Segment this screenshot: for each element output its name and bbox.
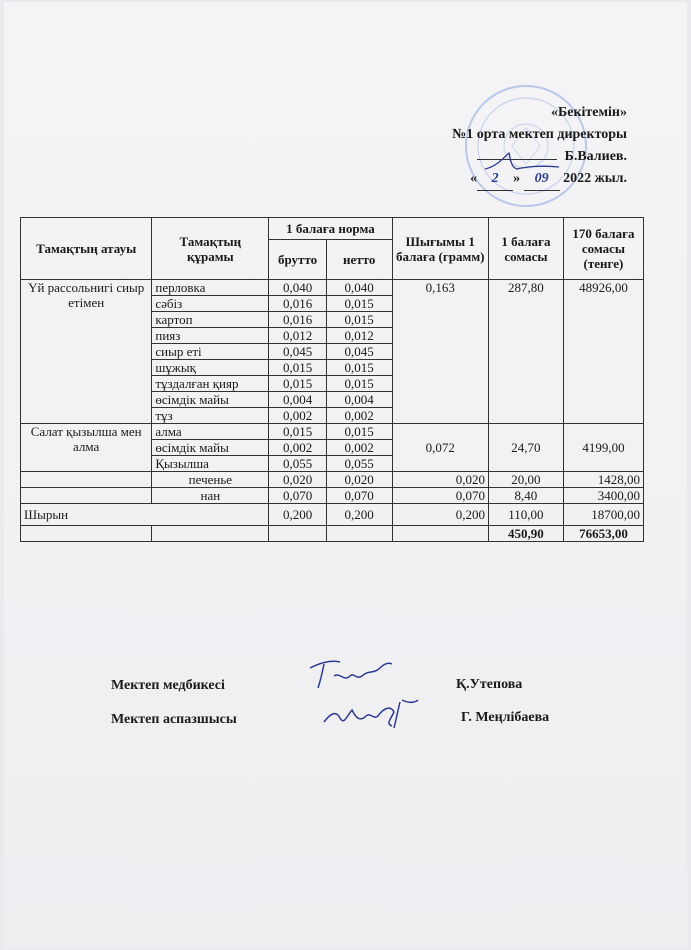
- ingredient-netto: 0,004: [326, 392, 392, 408]
- ingredient-brutto: 0,016: [269, 296, 326, 312]
- cookie-name: печенье: [152, 472, 269, 488]
- nurse-signature-icon: [304, 654, 394, 694]
- date-day: 2: [477, 168, 513, 191]
- header-brutto: брутто: [269, 240, 326, 280]
- ingredient-brutto: 0,045: [269, 344, 326, 360]
- cook-title: Мектеп аспазшысы: [111, 712, 237, 727]
- cookie-output: 0,020: [392, 472, 488, 488]
- empty-cell: [21, 472, 152, 488]
- ingredient-netto: 0,002: [326, 440, 392, 456]
- ingredient-name: өсімдік майы: [152, 440, 269, 456]
- dish2-output: 0,072: [392, 424, 488, 472]
- empty-cell: [152, 526, 269, 542]
- header-composition: Тамақтың құрамы: [152, 218, 269, 280]
- dish2-name: Салат қызылша мен алма: [21, 424, 152, 472]
- ingredient-netto: 0,040: [326, 280, 392, 296]
- bread-cost-one: 8,40: [488, 488, 563, 504]
- approval-block: [452, 102, 627, 191]
- empty-cell: [392, 526, 488, 542]
- juice-netto: 0,200: [326, 504, 392, 526]
- ingredient-name: перловка: [152, 280, 269, 296]
- ingredient-name: шұжық: [152, 360, 269, 376]
- dish1-name: Үй рассольнигі сиыр етімен: [21, 280, 152, 424]
- approval-position: №1 орта мектеп директоры: [452, 127, 627, 142]
- ingredient-netto: 0,015: [326, 360, 392, 376]
- ingredient-brutto: 0,015: [269, 360, 326, 376]
- date-month: 09: [524, 168, 560, 191]
- ingredient-brutto: 0,040: [269, 280, 326, 296]
- director-name: Б.Валиев.: [564, 149, 627, 164]
- total-cost-170: 76653,00: [563, 526, 643, 542]
- approval-director-line: [452, 146, 627, 168]
- cookie-netto: 0,020: [326, 472, 392, 488]
- menu-table: [20, 217, 644, 542]
- header-norm: 1 балаға норма: [269, 218, 392, 240]
- table-row: [21, 472, 644, 488]
- ingredient-name: тұздалған қияр: [152, 376, 269, 392]
- empty-cell: [326, 526, 392, 542]
- ingredient-brutto: 0,002: [269, 408, 326, 424]
- ingredient-name: Қызылша: [152, 456, 269, 472]
- header-netto: нетто: [326, 240, 392, 280]
- ingredient-name: алма: [152, 424, 269, 440]
- ingredient-brutto: 0,055: [269, 456, 326, 472]
- ingredient-netto: 0,002: [326, 408, 392, 424]
- ingredient-name: пияз: [152, 328, 269, 344]
- approval-title: «Бекітемін»: [550, 105, 627, 120]
- bread-netto: 0,070: [326, 488, 392, 504]
- dish1-cost-170: 48926,00: [563, 280, 643, 424]
- cook-signature-icon: [320, 696, 420, 732]
- bread-cost-170: 3400,00: [563, 488, 643, 504]
- ingredient-name: сиыр еті: [152, 344, 269, 360]
- empty-cell: [21, 488, 152, 504]
- table-row: [21, 504, 644, 526]
- nurse-name: Қ.Утепова: [456, 677, 523, 692]
- ingredient-netto: 0,015: [326, 296, 392, 312]
- bread-brutto: 0,070: [269, 488, 326, 504]
- date-year: 2022 жыл.: [563, 171, 627, 186]
- header-output: Шығымы 1 балаға (грамм): [392, 218, 488, 280]
- ingredient-netto: 0,015: [326, 424, 392, 440]
- header-dish-name: Тамақтың атауы: [21, 218, 152, 280]
- dish2-cost-one: 24,70: [488, 424, 563, 472]
- dish1-cost-one: 287,80: [488, 280, 563, 424]
- juice-output: 0,200: [392, 504, 488, 526]
- ingredient-netto: 0,012: [326, 328, 392, 344]
- ingredient-name: сәбіз: [152, 296, 269, 312]
- header-cost-one: 1 балаға сомасы: [488, 218, 563, 280]
- ingredient-brutto: 0,015: [269, 424, 326, 440]
- bread-name: нан: [152, 488, 269, 504]
- ingredient-brutto: 0,012: [269, 328, 326, 344]
- document-page: [4, 2, 687, 948]
- director-signature-icon: [481, 149, 561, 171]
- ingredient-brutto: 0,002: [269, 440, 326, 456]
- ingredient-name: тұз: [152, 408, 269, 424]
- empty-cell: [269, 526, 326, 542]
- juice-cost-one: 110,00: [488, 504, 563, 526]
- table-row: [21, 424, 644, 440]
- juice-brutto: 0,200: [269, 504, 326, 526]
- ingredient-brutto: 0,016: [269, 312, 326, 328]
- juice-name: Шырын: [21, 504, 269, 526]
- table-row: [21, 488, 644, 504]
- ingredient-brutto: 0,015: [269, 376, 326, 392]
- cook-name: Г. Меңлібаева: [461, 710, 550, 725]
- cookie-cost-170: 1428,00: [563, 472, 643, 488]
- header-cost-170: 170 балаға сомасы (тенге): [563, 218, 643, 280]
- empty-cell: [21, 526, 152, 542]
- approval-date: « 2 » 09 2022 жыл.: [452, 168, 627, 191]
- ingredient-name: өсімдік майы: [152, 392, 269, 408]
- dish1-output: 0,163: [392, 280, 488, 424]
- ingredient-brutto: 0,004: [269, 392, 326, 408]
- total-cost-one: 450,90: [488, 526, 563, 542]
- dish2-cost-170: 4199,00: [563, 424, 643, 472]
- bread-output: 0,070: [392, 488, 488, 504]
- cookie-cost-one: 20,00: [488, 472, 563, 488]
- ingredient-netto: 0,015: [326, 376, 392, 392]
- juice-cost-170: 18700,00: [563, 504, 643, 526]
- director-signature-line: [477, 159, 557, 160]
- ingredient-netto: 0,045: [326, 344, 392, 360]
- cookie-brutto: 0,020: [269, 472, 326, 488]
- ingredient-name: картоп: [152, 312, 269, 328]
- nurse-title: Мектеп медбикесі: [111, 678, 225, 693]
- table-row: [21, 280, 644, 296]
- ingredient-netto: 0,055: [326, 456, 392, 472]
- ingredient-netto: 0,015: [326, 312, 392, 328]
- table-row-total: [21, 526, 644, 542]
